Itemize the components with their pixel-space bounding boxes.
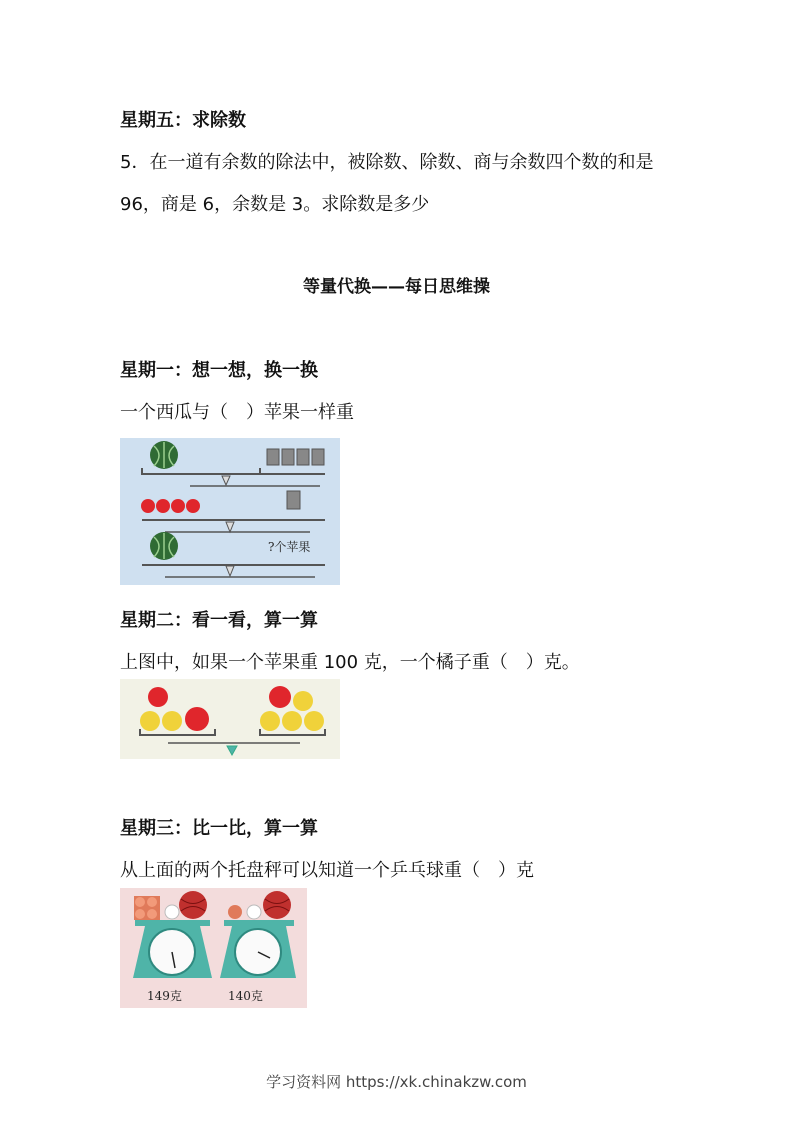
balance-figure-fruits [120,679,340,759]
wednesday-heading: 星期三：比一比，算一算 [120,818,318,839]
footer-watermark: 学习资料网 https://xk.chinakzw.com [266,1073,527,1091]
monday-heading: 星期一：想一想，换一换 [120,360,318,381]
unknown-apples-label: ?个苹果 [268,540,311,554]
tuesday-heading: 星期二：看一看，算一算 [120,610,318,631]
ball-icon [179,891,207,919]
weight-icon [287,491,300,509]
scales-figure [120,888,307,1008]
scale-1-reading: 149克 [147,989,182,1003]
friday-question-line1: 5．在一道有余数的除法中，被除数、除数、商与余数四个数的和是 [120,152,654,173]
ping-pong-ball-icon [247,905,261,919]
page-title: 等量代换——每日思维操 [303,277,490,297]
scale-2-reading: 140克 [228,989,263,1003]
ping-pong-ball-icon [165,905,179,919]
tuesday-question: 上图中，如果一个苹果重 100 克，一个橘子重（ ）克。 [120,652,580,673]
balance-figure-watermelon [120,438,340,585]
friday-question-line2: 96，商是 6，余数是 3。求除数是多少 [120,194,430,215]
ball-icon [263,891,291,919]
friday-heading: 星期五：求除数 [120,110,246,131]
monday-question: 一个西瓜与（ ）苹果一样重 [120,402,354,423]
wednesday-question: 从上面的两个托盘秤可以知道一个乒乓球重（ ）克 [120,860,534,881]
orange-icon [228,905,242,919]
